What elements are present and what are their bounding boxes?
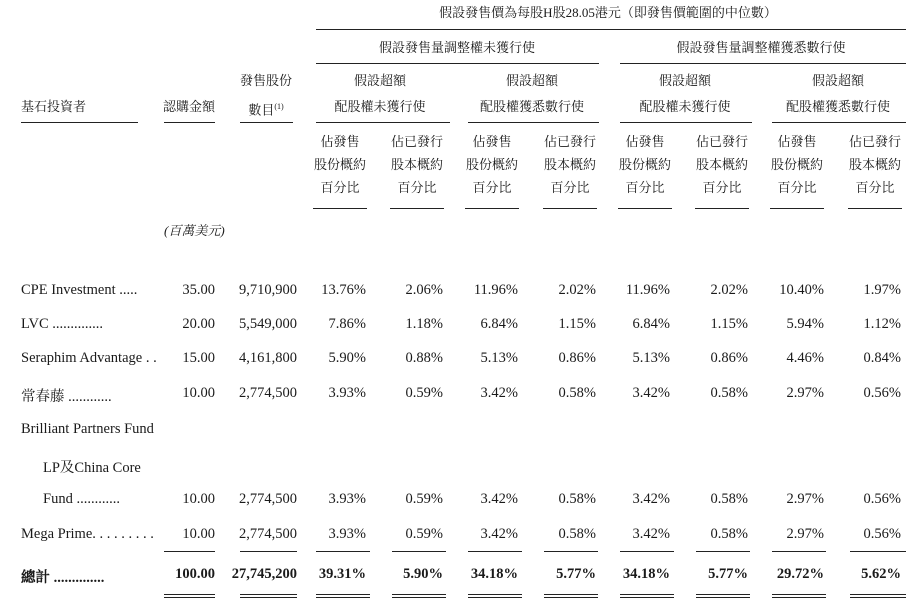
group-header-fully-exercised: 假設發售量調整權獲悉數行使	[676, 40, 846, 55]
double-underline	[468, 594, 522, 598]
double-underline	[392, 594, 446, 598]
divider	[620, 551, 674, 552]
divider	[543, 208, 597, 209]
pct-capital-value: 1.97%	[863, 282, 901, 298]
pct-offer-header-line2: 股份概約	[770, 157, 824, 172]
divider	[468, 122, 599, 123]
col-header-shares-line1: 發售股份	[239, 73, 293, 88]
divider	[240, 551, 297, 552]
pct-capital-value: 0.59%	[405, 526, 443, 542]
pct-offer-header-line2: 股份概約	[465, 157, 519, 172]
pct-offer-header-line3: 百分比	[320, 180, 360, 195]
pct-capital-header-line3: 百分比	[855, 180, 895, 195]
pct-capital-header-line2: 股本概約	[695, 157, 749, 172]
pct-offer-value: 6.84%	[632, 316, 670, 332]
subscription-amount: 10.00	[182, 491, 215, 507]
pct-capital-value: 0.58%	[710, 526, 748, 542]
pct-capital-header-line1: 佔已發行	[543, 134, 597, 149]
pct-offer-value: 4.46%	[786, 350, 824, 366]
divider	[772, 551, 826, 552]
divider	[468, 551, 522, 552]
pct-capital-value: 2.06%	[405, 282, 443, 298]
investor-name: 常春藤 ............	[21, 389, 112, 405]
pct-offer-header-line1: 佔發售	[320, 134, 360, 149]
pct-offer-header-line1: 佔發售	[472, 134, 512, 149]
pct-offer-value: 5.90%	[328, 350, 366, 366]
subscription-amount: 10.00	[182, 385, 215, 401]
divider	[316, 551, 370, 552]
total-pct-offer-value: 34.18%	[622, 566, 670, 582]
pct-capital-header-line1: 佔已發行	[695, 134, 749, 149]
divider	[316, 63, 599, 64]
pct-offer-value: 6.84%	[480, 316, 518, 332]
pct-capital-header-line2: 股本概約	[543, 157, 597, 172]
pct-capital-value: 0.58%	[558, 491, 596, 507]
pct-offer-value: 5.13%	[632, 350, 670, 366]
pct-offer-value: 10.40%	[779, 282, 824, 298]
pct-offer-value: 3.42%	[480, 491, 518, 507]
divider	[313, 208, 367, 209]
col-header-investor: 基石投資者	[21, 99, 87, 114]
table-top-title: 假設發售價為每股H股28.05港元（即發售價範圍的中位數）	[439, 5, 777, 20]
divider	[21, 122, 138, 123]
pct-capital-value: 0.56%	[863, 526, 901, 542]
pct-offer-value: 11.96%	[473, 282, 518, 298]
investor-name-line3: Fund ............	[43, 491, 120, 507]
pct-capital-value: 0.58%	[558, 526, 596, 542]
pct-capital-value: 1.18%	[405, 316, 443, 332]
pct-capital-header-line3: 百分比	[702, 180, 742, 195]
investor-name: LVC ..............	[21, 316, 104, 332]
total-pct-capital-value: 5.62%	[861, 566, 901, 582]
pct-capital-value: 0.84%	[863, 350, 901, 366]
total-pct-capital-value: 5.77%	[556, 566, 596, 582]
pct-offer-header-line3: 百分比	[472, 180, 512, 195]
investor-name-line1: Brilliant Partners Fund	[21, 421, 154, 437]
pct-offer-value: 3.93%	[328, 385, 366, 401]
divider	[770, 208, 824, 209]
offer-shares-count: 2,774,500	[239, 491, 297, 507]
pct-capital-header-line2: 股本概約	[390, 157, 444, 172]
pct-capital-value: 1.12%	[863, 316, 901, 332]
divider	[164, 122, 215, 123]
divider	[850, 551, 906, 552]
total-shares: 27,745,200	[231, 566, 297, 582]
divider	[390, 208, 444, 209]
pct-capital-value: 0.59%	[405, 491, 443, 507]
over-allotment-not-header-line1-b: 假設超額	[658, 73, 712, 88]
total-pct-capital-value: 5.90%	[403, 566, 443, 582]
pct-capital-value: 0.58%	[710, 491, 748, 507]
pct-offer-header-line2: 股份概約	[313, 157, 367, 172]
pct-offer-value: 3.42%	[632, 491, 670, 507]
divider	[465, 208, 519, 209]
pct-offer-header-line3: 百分比	[625, 180, 665, 195]
pct-offer-value: 3.93%	[328, 526, 366, 542]
over-allotment-full-header-line1-b: 假設超額	[811, 73, 865, 88]
pct-capital-value: 2.02%	[710, 282, 748, 298]
pct-capital-header-line2: 股本概約	[848, 157, 902, 172]
pct-capital-header-line1: 佔已發行	[848, 134, 902, 149]
over-allotment-not-header-line2: 配股權未獲行使	[334, 99, 426, 114]
pct-offer-value: 13.76%	[321, 282, 366, 298]
divider	[848, 208, 902, 209]
pct-offer-value: 3.42%	[480, 526, 518, 542]
divider	[618, 208, 672, 209]
double-underline	[164, 594, 215, 598]
pct-offer-value: 2.97%	[786, 526, 824, 542]
double-underline	[240, 594, 297, 598]
pct-offer-header-line3: 百分比	[777, 180, 817, 195]
total-pct-offer-value: 34.18%	[470, 566, 518, 582]
subscription-amount: 10.00	[182, 526, 215, 542]
total-pct-offer-value: 39.31%	[318, 566, 366, 582]
total-amount: 100.00	[175, 566, 215, 582]
divider	[696, 551, 750, 552]
pct-capital-header-line1: 佔已發行	[390, 134, 444, 149]
pct-capital-value: 0.56%	[863, 491, 901, 507]
over-allotment-not-header-line1: 假設超額	[353, 73, 407, 88]
investor-name: Mega Prime. . . . . . . . .	[21, 526, 154, 542]
offer-shares-count: 5,549,000	[239, 316, 297, 332]
investor-name: Seraphim Advantage . .	[21, 350, 157, 366]
pct-offer-value: 3.42%	[632, 526, 670, 542]
pct-offer-value: 3.93%	[328, 491, 366, 507]
divider	[392, 551, 446, 552]
divider	[620, 122, 752, 123]
offer-shares-count: 9,710,900	[239, 282, 297, 298]
pct-capital-value: 0.86%	[558, 350, 596, 366]
divider	[316, 29, 906, 30]
pct-offer-header-line1: 佔發售	[777, 134, 817, 149]
pct-offer-value: 3.42%	[480, 385, 518, 401]
pct-capital-value: 0.56%	[863, 385, 901, 401]
pct-offer-value: 2.97%	[786, 385, 824, 401]
double-underline	[620, 594, 674, 598]
subscription-amount: 20.00	[182, 316, 215, 332]
pct-capital-value: 0.58%	[558, 385, 596, 401]
divider	[164, 551, 215, 552]
pct-offer-header-line1: 佔發售	[625, 134, 665, 149]
double-underline	[696, 594, 750, 598]
offer-shares-count: 2,774,500	[239, 385, 297, 401]
pct-capital-value: 0.86%	[710, 350, 748, 366]
over-allotment-full-header-line2-b: 配股權獲悉數行使	[785, 99, 891, 114]
divider	[240, 122, 293, 123]
double-underline	[850, 594, 906, 598]
over-allotment-full-header-line2: 配股權獲悉數行使	[479, 99, 585, 114]
pct-capital-value: 0.58%	[710, 385, 748, 401]
pct-capital-value: 1.15%	[558, 316, 596, 332]
pct-offer-header-line2: 股份概約	[618, 157, 672, 172]
pct-capital-header-line3: 百分比	[397, 180, 437, 195]
double-underline	[772, 594, 826, 598]
investor-name-line2: LP及China Core	[43, 460, 141, 476]
total-label: 總計 ..............	[21, 570, 105, 586]
offer-shares-count: 4,161,800	[239, 350, 297, 366]
pct-capital-value: 0.88%	[405, 350, 443, 366]
divider	[620, 63, 906, 64]
col-header-shares-line2: 數目$^{(1)}$	[248, 102, 284, 118]
pct-offer-value: 5.94%	[786, 316, 824, 332]
over-allotment-not-header-line2-b: 配股權未獲行使	[639, 99, 731, 114]
divider	[695, 208, 749, 209]
pct-capital-header-line3: 百分比	[550, 180, 590, 195]
investor-name: CPE Investment .....	[21, 282, 138, 298]
subscription-amount: 35.00	[182, 282, 215, 298]
pct-capital-value: 0.59%	[405, 385, 443, 401]
pct-capital-value: 2.02%	[558, 282, 596, 298]
over-allotment-full-header-line1: 假設超額	[505, 73, 559, 88]
double-underline	[544, 594, 598, 598]
divider	[544, 551, 598, 552]
group-header-not-exercised: 假設發售量調整權未獲行使	[378, 40, 536, 55]
unit-label: (百萬美元)	[164, 223, 225, 238]
pct-offer-value: 11.96%	[625, 282, 670, 298]
subscription-amount: 15.00	[182, 350, 215, 366]
divider	[316, 122, 450, 123]
double-underline	[316, 594, 370, 598]
total-pct-offer-value: 29.72%	[776, 566, 824, 582]
pct-offer-value: 3.42%	[632, 385, 670, 401]
divider	[772, 122, 906, 123]
total-pct-capital-value: 5.77%	[708, 566, 748, 582]
pct-offer-value: 7.86%	[328, 316, 366, 332]
pct-offer-value: 2.97%	[786, 491, 824, 507]
offer-shares-count: 2,774,500	[239, 526, 297, 542]
pct-offer-value: 5.13%	[480, 350, 518, 366]
col-header-amount: 認購金額	[162, 99, 216, 114]
pct-capital-value: 1.15%	[710, 316, 748, 332]
